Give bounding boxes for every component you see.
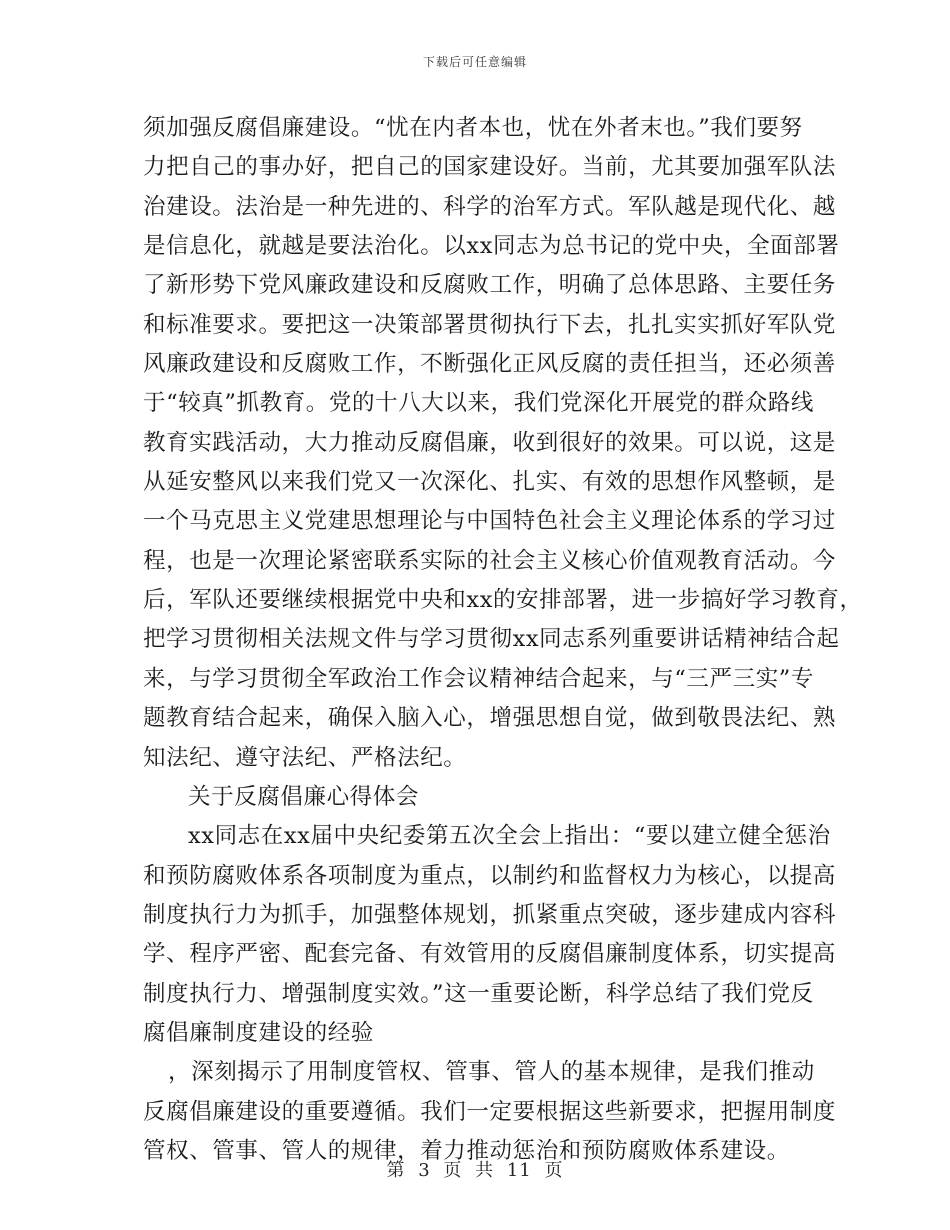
page-number: 第 3 页 共 11 页: [386, 1160, 564, 1181]
text-line: 是信息化，就越是要法治化。以xx同志为总书记的党中央，全面部署: [143, 233, 840, 260]
text-line: 制度执行力为抓手，加强整体规划，抓紧重点突破，逐步建成内容科: [143, 901, 837, 928]
text-line: 了新形势下党风廉政建设和反腐败工作，明确了总体思路、主要任务: [143, 272, 837, 299]
section-title: 关于反腐倡廉心得体会: [188, 783, 420, 810]
text-line: 须加强反腐倡廉建设。“忧在内者本也，忧在外者末也。”我们要努: [143, 115, 803, 141]
text-line: 教育实践活动，大力推动反腐倡廉，收到很好的效果。可以说，这是: [143, 429, 837, 456]
text-line: 腐倡廉制度建设的经验: [143, 1019, 375, 1046]
text-line: 把学习贯彻相关法规文件与学习贯彻xx同志系列重要讲话精神结合起: [143, 626, 840, 653]
text-line: 程，也是一次理论紧密联系实际的社会主义核心价值观教育活动。今: [143, 547, 837, 574]
text-line: 和预防腐败体系各项制度为重点，以制约和监督权力为核心，以提高: [143, 862, 837, 889]
page-header: 下载后可任意编辑: [422, 55, 527, 69]
text-line: 制度执行力、增强制度实效。”这一重要论断，科学总结了我们党反: [143, 980, 814, 1007]
text-line: 学、程序严密、配套完备、有效管用的反腐倡廉制度体系，切实提高: [143, 941, 837, 968]
text-line: 来，与学习贯彻全军政治工作会议精神结合起来，与“三严三实”专: [143, 665, 815, 692]
text-line: 后，军队还要继续根据党中央和xx的安排部署，进一步搞好学习教育，: [143, 587, 863, 614]
text-line: 反腐倡廉建设的重要遵循。我们一定要根据这些新要求，把握用制度: [143, 1098, 837, 1125]
text-line: 于“较真”抓教育。党的十八大以来，我们党深化开展党的群众路线: [143, 390, 815, 417]
text-line: 力把自己的事办好，把自己的国家建设好。当前，尤其要加强军队法: [143, 154, 837, 181]
text-line: ，深刻揭示了用制度管权、管事、管人的基本规律，是我们推动: [168, 1059, 815, 1086]
text-line: 风廉政建设和反腐败工作，不断强化正风反腐的责任担当，还必须善: [143, 351, 837, 378]
document-body: [143, 109, 863, 1171]
text-line: 治建设。法治是一种先进的、科学的治军方式。军队越是现代化、越: [143, 193, 837, 220]
text-line: 一个马克思主义党建思想理论与中国特色社会主义理论体系的学习过: [143, 508, 837, 535]
text-line: xx同志在xx届中央纪委第五次全会上指出：“要以建立健全惩治: [188, 823, 831, 850]
text-line: 题教育结合起来，确保入脑入心，增强思想自觉，做到敬畏法纪、熟: [143, 705, 837, 732]
text-line: 从延安整风以来我们党又一次深化、扎实、有效的思想作风整顿，是: [143, 469, 837, 496]
text-line: 管权、管事、管人的规律，着力推动惩治和预防腐败体系建设。: [143, 1137, 790, 1164]
text-line: 和标准要求。要把这一决策部署贯彻执行下去，扎扎实实抓好军队党: [143, 311, 837, 338]
text-line: 知法纪、遵守法纪、严格法纪。: [143, 744, 467, 771]
